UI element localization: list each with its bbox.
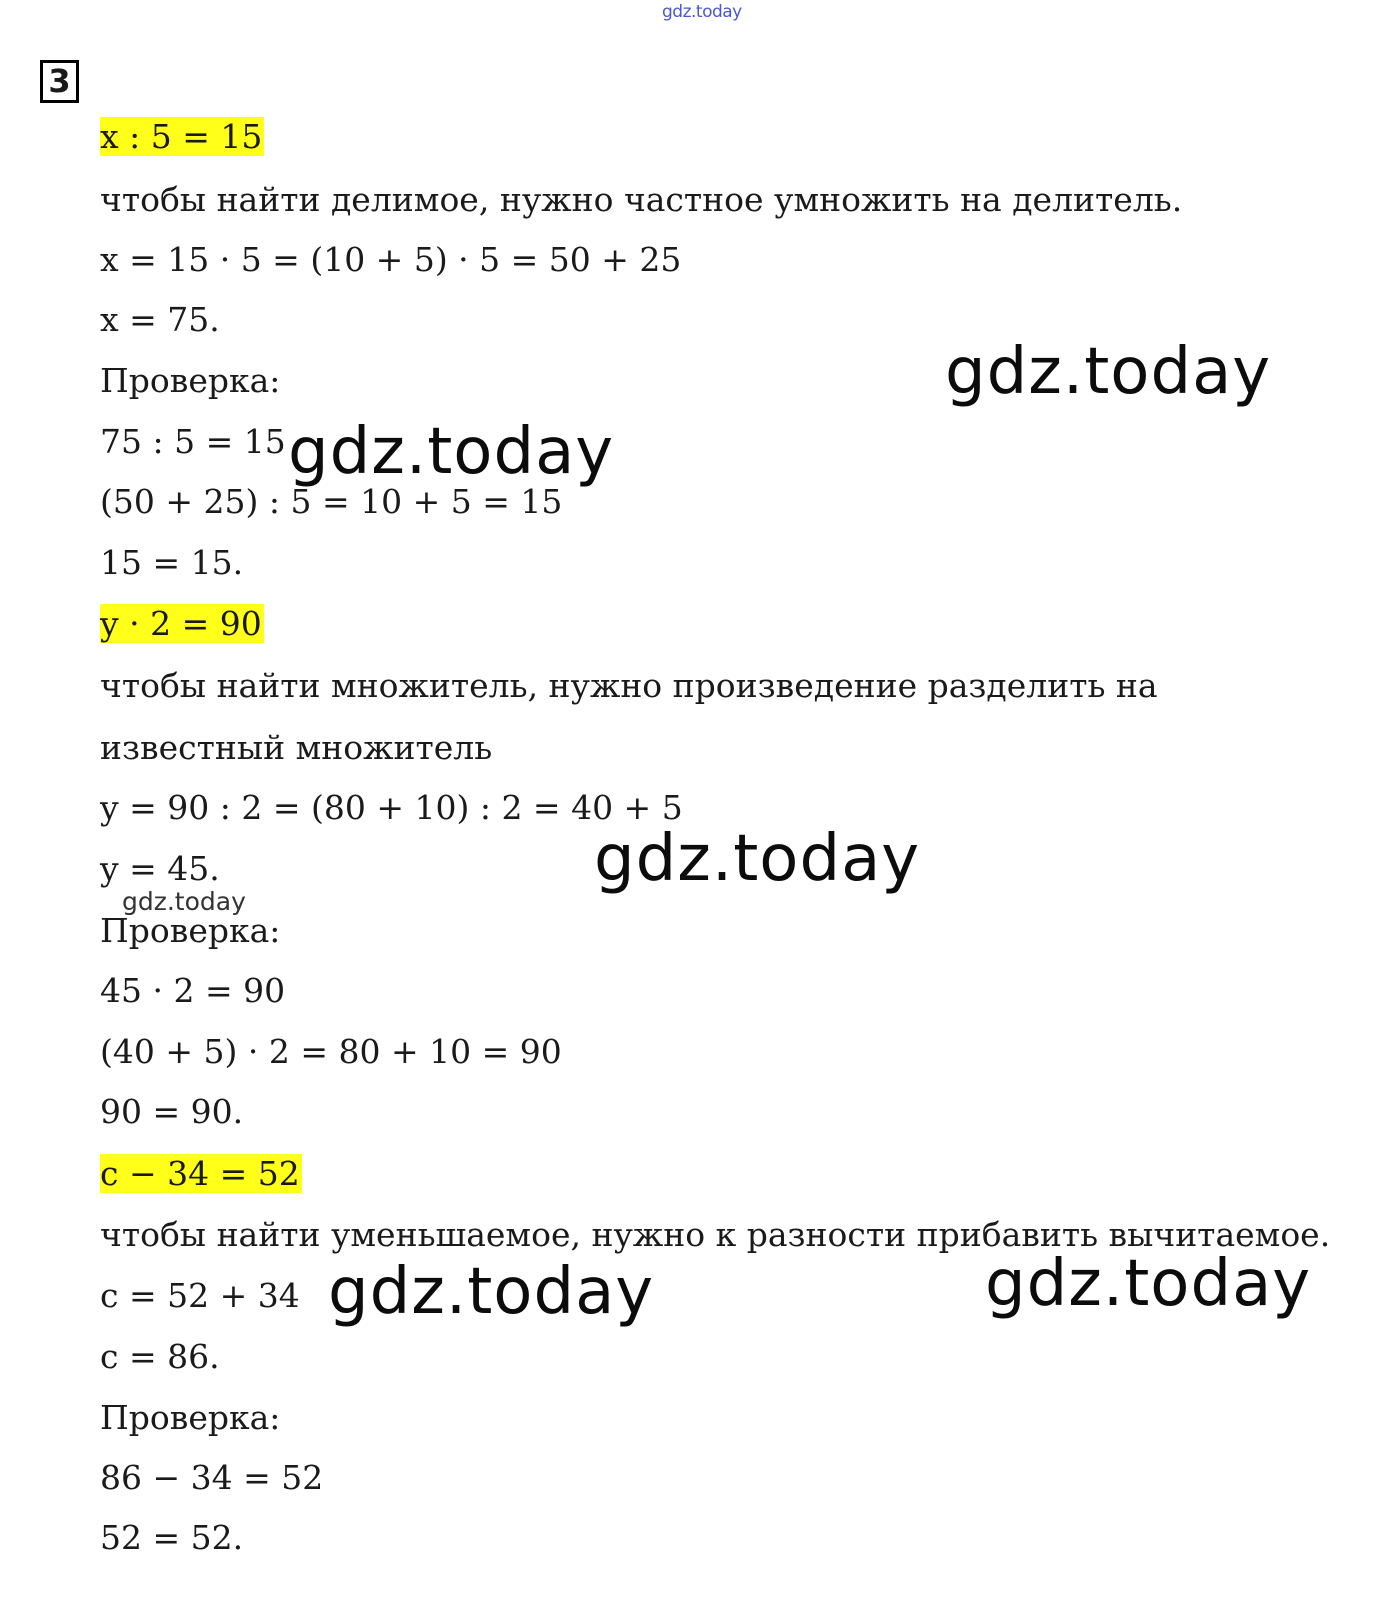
equation-highlight: c − 34 = 52	[100, 1154, 300, 1193]
top-watermark: gdz.today	[662, 2, 742, 22]
rule-text: чтобы найти множитель, нужно произведение разделить на	[100, 666, 1158, 705]
watermark: gdz.today	[288, 415, 615, 489]
check-line: (40 + 5) · 2 = 80 + 10 = 90	[100, 1032, 562, 1071]
equation-1	[100, 115, 264, 159]
check-line: 75 : 5 = 15	[100, 422, 286, 461]
equation-highlight: x : 5 = 15	[100, 117, 263, 156]
check-result: 15 = 15.	[100, 543, 244, 582]
check-line: 45 · 2 = 90	[100, 971, 286, 1010]
watermark: gdz.today	[328, 1255, 655, 1329]
rule-text-continued: известный множитель	[100, 728, 493, 767]
check-line: 86 − 34 = 52	[100, 1458, 324, 1497]
watermark: gdz.today	[985, 1247, 1312, 1321]
equation-2	[100, 602, 264, 646]
equation-3	[100, 1152, 302, 1196]
solution-line: c = 52 + 34	[100, 1276, 300, 1315]
check-line: (50 + 25) : 5 = 10 + 5 = 15	[100, 482, 563, 521]
answer-line: y = 45.	[100, 849, 220, 888]
watermark: gdz.today	[945, 335, 1272, 409]
equation-highlight: y · 2 = 90	[100, 604, 262, 643]
answer-line: c = 86.	[100, 1337, 220, 1376]
watermark: gdz.today	[122, 887, 246, 916]
check-label: Проверка:	[100, 1398, 281, 1437]
rule-text: чтобы найти уменьшаемое, нужно к разности прибавить вычитаемое.	[100, 1215, 1331, 1254]
watermark: gdz.today	[594, 822, 921, 896]
solution-line: x = 15 · 5 = (10 + 5) · 5 = 50 + 25	[100, 240, 682, 279]
check-result: 52 = 52.	[100, 1518, 244, 1557]
task-number-box: 3	[40, 60, 79, 103]
check-label: Проверка:	[100, 911, 281, 950]
solution-line: y = 90 : 2 = (80 + 10) : 2 = 40 + 5	[100, 788, 683, 827]
check-label: Проверка:	[100, 361, 281, 400]
answer-line: x = 75.	[100, 300, 220, 339]
rule-text: чтобы найти делимое, нужно частное умножить на делитель.	[100, 180, 1183, 219]
check-result: 90 = 90.	[100, 1092, 244, 1131]
